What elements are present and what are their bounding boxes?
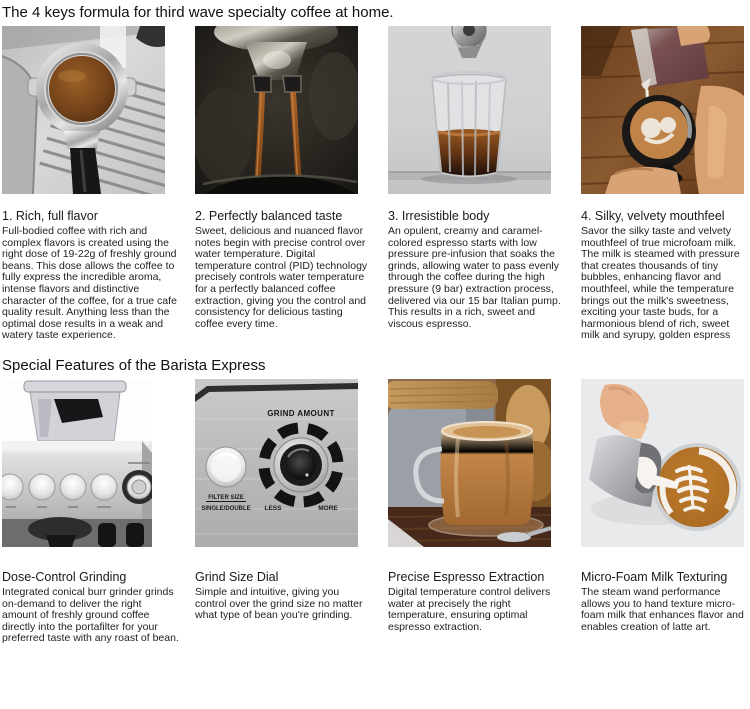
special-features-grid: [0, 379, 750, 645]
single-double-label: SINGLE/DOUBLE: [201, 505, 251, 512]
feature-card-dose-control-grinding: [2, 379, 195, 645]
machine-bean-hopper-photo: [2, 379, 165, 547]
less-label: LESS: [264, 504, 282, 512]
feature-card-rich-flavor: [2, 26, 195, 342]
feature-body: Integrated conical burr grinder grinds on-demand to deliver the right amount of freshly ground coffee directly into the portafilter for your preferred taste with any roast of bean.: [2, 585, 179, 645]
feature-body: Simple and intuitive, giving you control over the grind size no matter what type of bean you're grinding.: [195, 585, 363, 622]
latte-cup-image: [388, 379, 551, 547]
machine-hopper-image: [2, 379, 165, 547]
feature-card-balanced-taste: [195, 26, 388, 342]
feature-body: The steam wand performance allows you to hand texture micro-foam milk that enhances flavor and enables creation of latte art.: [581, 585, 744, 633]
four-keys-grid: [0, 26, 750, 342]
feature-card-irresistible-body: [388, 26, 581, 342]
feature-body: Digital temperature control delivers water at precisely the right temperature, ensuring optimal espresso extraction.: [388, 585, 551, 633]
feature-title: Precise Espresso Extraction: [388, 569, 545, 584]
microfoam-pour-image: [581, 379, 744, 547]
feature-title: 1. Rich, full flavor: [2, 209, 98, 223]
feature-card-grind-size-dial: [195, 379, 388, 645]
feature-title: 3. Irresistible body: [388, 209, 490, 223]
latte-cup-photo: [388, 379, 551, 547]
feature-card-silky-mouthfeel: [581, 26, 750, 342]
espresso-extraction-image: [195, 26, 358, 194]
milk-pour-latte-art-photo: [581, 26, 744, 194]
grind-amount-dial-photo: [195, 379, 358, 547]
portafilter-image: [2, 26, 165, 194]
feature-title: Micro-Foam Milk Texturing: [581, 569, 728, 584]
feature-title: Dose-Control Grinding: [2, 569, 127, 584]
espresso-glass-image: [388, 26, 551, 194]
portafilter-with-ground-coffee-photo: [2, 26, 165, 194]
grind-amount-label: GRIND AMOUNT: [267, 408, 335, 418]
feature-body: Sweet, delicious and nuanced flavor notes begin with precise control over water temperature. Digital temperature control (PID) technology precisely controls water temperature for a perfectly balanced coffee extraction, giving you the control and consistency for delicious tasting coffee every time.: [195, 225, 368, 330]
feature-card-microfoam-texturing: [581, 379, 750, 645]
filter-size-label: FILTER SIZE: [208, 494, 244, 501]
section2-heading: Special Features of the Barista Express: [2, 356, 266, 374]
feature-title: Grind Size Dial: [195, 569, 279, 584]
latte-art-pour-image: [581, 26, 744, 194]
feature-body: An opulent, creamy and caramel-colored espresso starts with low pressure pre-infusion that soaks the grinds, allowing water to pass evenly through the coffee during the high pressure (9 bar) extraction process, delivered via our 15 bar Italian pump. This results in a rich, sweet and viscous espresso.: [388, 225, 561, 330]
espresso-extraction-pour-photo: [195, 26, 358, 194]
feature-body: Full-bodied coffee with rich and complex flavors is created using the right dose of 19-22g of freshly ground beans. This dose allows the coffee to fully express the incredible aroma, intense flavors and distinctive character of the coffee, for a true cafe quality result. Anything less than the optimal dose results in a weak and watery taste experience.: [2, 225, 177, 342]
feature-body: Savor the silky taste and velvety mouthfeel of true microfoam milk. The milk is steamed with pressure that creates thousands of tiny bubbles, enhancing flavor and mouthfeel, while the temperature brings out the milk's sweetness, exciting your taste buds, for a harmonious blend of rich, sweet milk and syrupy, golden espress: [581, 225, 740, 342]
microfoam-milk-texturing-photo: [581, 379, 744, 547]
section1-heading: The 4 keys formula for third wave specialty coffee at home.: [2, 4, 394, 21]
espresso-glass-photo: [388, 26, 551, 194]
grind-dial-image: [195, 379, 358, 547]
more-label: MORE: [318, 504, 338, 512]
feature-card-precise-extraction: [388, 379, 581, 645]
feature-title: 4. Silky, velvety mouthfeel: [581, 209, 725, 223]
feature-title: 2. Perfectly balanced taste: [195, 209, 343, 223]
